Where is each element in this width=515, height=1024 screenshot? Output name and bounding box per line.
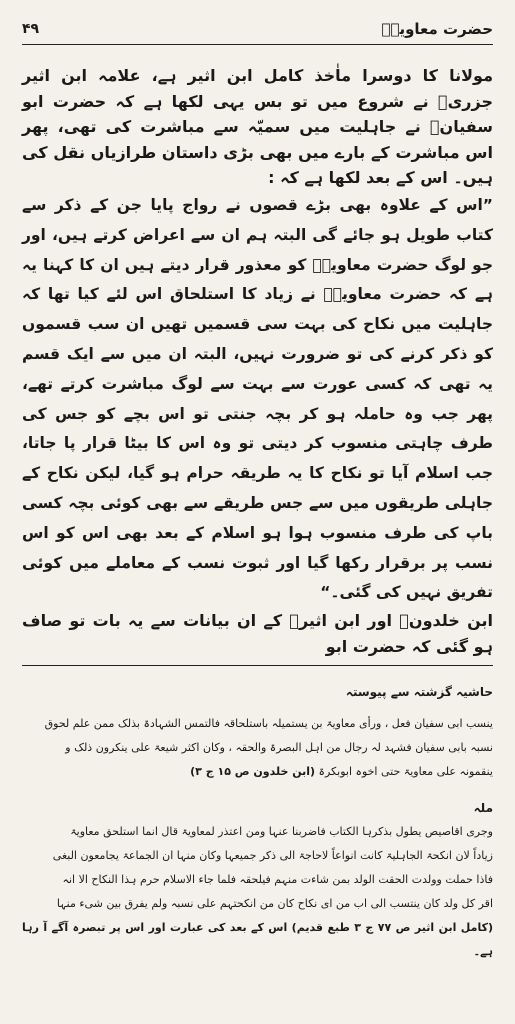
footnote-line: اقر کل ولد کان ینتسب الی اب من ای نکاح کان من انکحتہم علی نسبہ ولم یفرق بین شیء منہا xyxy=(56,897,493,911)
footnote-marker: ملہ xyxy=(473,801,493,816)
block-quote: ”اس کے علاوہ بھی بڑے قصوں نے رواج پایا جن کے ذکر سے کتاب طویل ہو جائے گی البتہ ہم ان سے اعراض کرتے ہیں، اور جو لوگ حضرت معاویہؓ کو معذور قرار دیتے ہیں ان کا کہنا یہ ہے کہ حضرت معاویہؓ نے زیاد کا استلحاق اس لئے کیا تھا کہ جاہلیت میں نکاح کی بہت سی قسمیں تھیں ان سب قسموں کو ذکر کرنے کی تو ضرورت نہیں، البتہ ان میں سے ایک قسم یہ تھی کہ کسی عورت سے بہت سے لوگ مباشرت کرتے تھے، پھر جب وہ حاملہ ہو کر بچہ جنتی تو اس بچے کو جس کی طرف چاہتی منسوب کر دیتی تو وہ اس کا بیٹا قرار پا جاتا، جب اسلام آیا تو نکاح کا یہ طریقہ حرام ہو گیا، لیکن نکاح کے جاہلی طریقوں میں سے جس طریقے سے بھی کوئی بچہ کسی باپ کی طرف منسوب ہوا ہو اسلام کے بعد بھی اس کو اس نسب پر برقرار رکھا گیا اور ثبوت نسب کے معاملے میں کوئی تفریق نہیں کی گئی۔“ xyxy=(22,195,493,602)
intro-paragraph: مولانا کا دوسرا ماٰخذ کامل ابن اثیر ہے، علامہ ابن اثیر جزریؒ نے شروع میں تو بس یہی لکھا ہے کہ حضرت ابو سفیانؓ نے جاہلیت میں سمیّہ سے مباشرت کی تھی، پھر اس مباشرت کے بارے میں بھی بڑی داستان طرازیاں نقل کی ہیں۔ اس کے بعد لکھا ہے کہ : xyxy=(22,66,493,188)
footnote-reference: (ابن خلدون ص ۱۵ ج ۳) xyxy=(190,765,316,779)
footnote-text: ینقمونہ علی معاویۃ حتی اخوہ ابوبکرۃ xyxy=(318,765,493,779)
footnote-line: وجری اقاصیص یطول بذکرہا الکتاب فاضربنا عنہا ومن اعتذر لمعاویۃ قال انما استلحق معاویۃ xyxy=(70,825,493,839)
footnote-line: نسبہ بابی سفیان فشہد لہ رجال من اہل البصرۃ والحقہ ، وکان اکثر شیعۃ علی ینکرون ذلک و xyxy=(65,741,493,755)
footnote-line: فاذا حملت وولدت الحقت الولد بمن شاءت منہم فیلحقہ فلما جاء الاسلام حرم ہذا النکاح الا انہ xyxy=(62,873,493,887)
main-text xyxy=(22,63,493,666)
footnote-reference: (کامل ابن اثیر ص ۷۷ ج ۳ طبع قدیم) اس کے بعد کی عبارت اور اس پر تبصرہ آگے آ رہا ہے۔ xyxy=(22,921,493,959)
closing-line: ابن خلدونؒ اور ابن اثیرؒ کے ان بیانات سے یہ بات تو صاف ہو گئی کہ حضرت ابو xyxy=(22,608,493,666)
footnote-line: زیاداً لان انکحۃ الجاہلیۃ کانت انواعاً لاحاجۃ الی ذکر جمیعہا وکان منہا ان الجماعۃ یجامعون البغی xyxy=(52,849,493,863)
running-title: حضرت معاویہؓ xyxy=(381,20,493,38)
footnotes xyxy=(22,680,493,964)
footnote-line xyxy=(22,760,493,784)
page-header xyxy=(22,14,493,45)
page-number: ۴۹ xyxy=(22,21,40,37)
footnote-line: ینسب ابی سفیان فعل ، ورأی معاویۃ بن یستمیلہ باستلحاقہ فالتمس الشہادۃ بذلک ممن علم لحوق xyxy=(44,717,493,731)
footnote-heading: حاشیہ گزشتہ سے پیوستہ xyxy=(345,685,493,700)
